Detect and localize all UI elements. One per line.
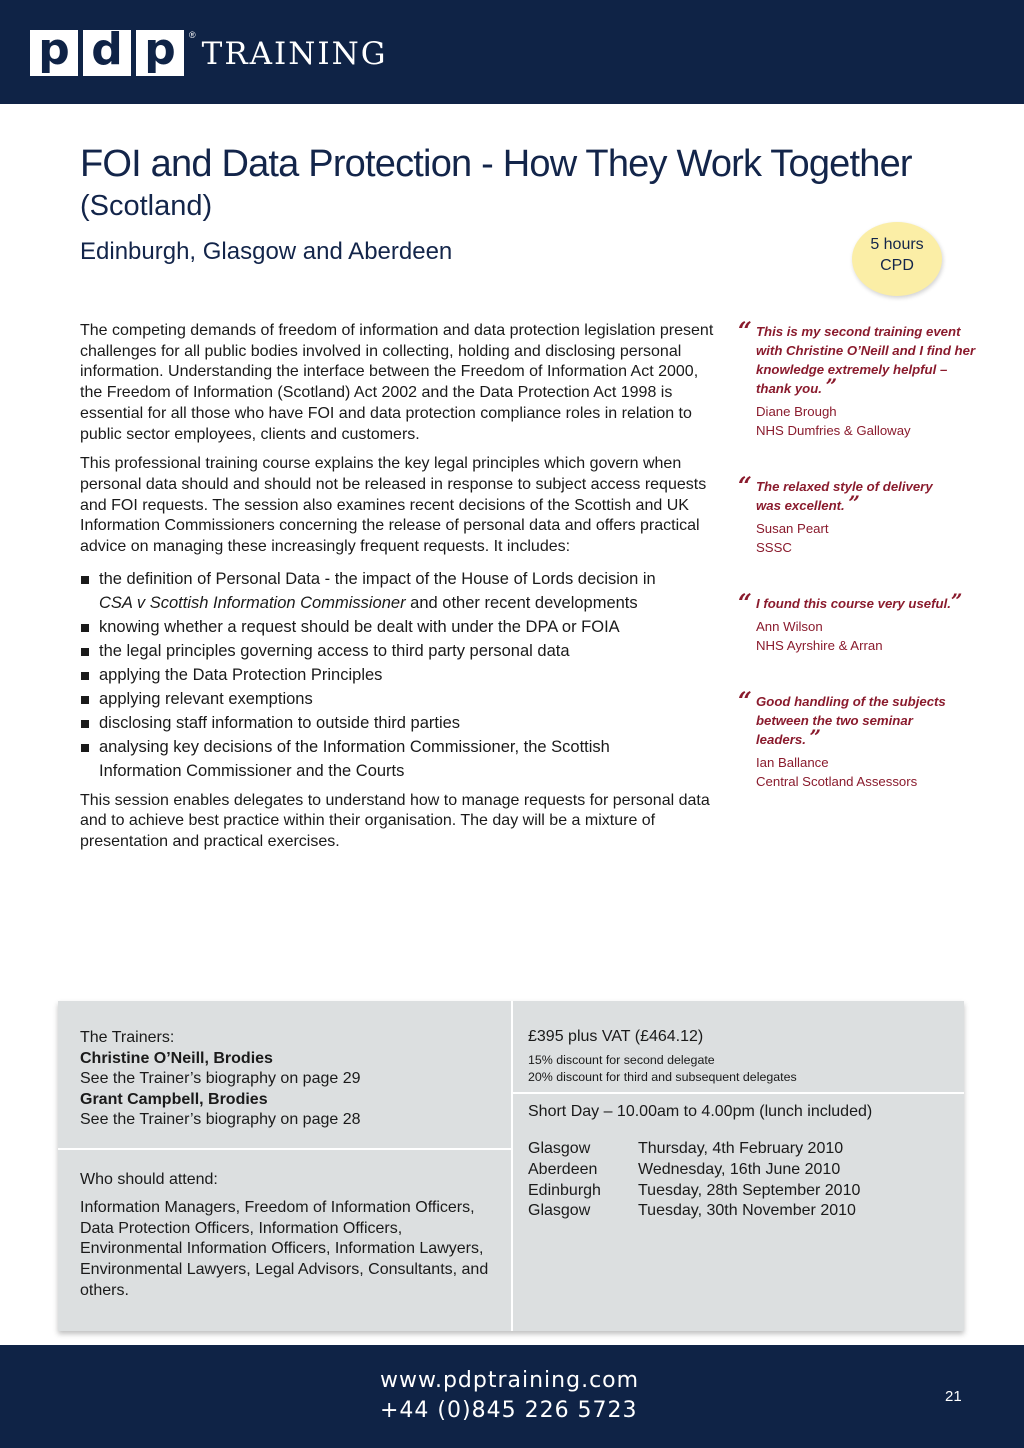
topic-item — [80, 567, 720, 615]
closing-paragraph: This session enables delegates to understand how to manage requests for personal data and to achieve best practice within their organisation. The day will be a mixture of presentation and practical exercises. — [80, 791, 710, 851]
date-city: Glasgow — [528, 1140, 591, 1157]
cpd-badge — [852, 222, 942, 296]
date-row — [528, 1160, 860, 1181]
testimonial-author: Ann Wilson — [756, 619, 823, 634]
course-hours: Short Day – 10.00am to 4.00pm (lunch included) — [528, 1103, 873, 1120]
close-quote-icon: ” — [809, 725, 822, 749]
panel-divider — [511, 1001, 513, 1331]
square-bullet-icon — [81, 648, 89, 656]
date-city: Aberdeen — [528, 1160, 598, 1178]
trainer-name: Christine O’Neill, Brodies — [80, 1049, 273, 1067]
topic-item — [80, 615, 720, 639]
date-row — [528, 1201, 860, 1222]
website-link[interactable]: www.pdptraining.com — [380, 1368, 640, 1393]
logo-training-word: TRAINING — [201, 36, 388, 72]
topic-text: the legal principles governing access to third party personal data — [99, 641, 570, 660]
square-bullet-icon — [81, 720, 89, 728]
audience-heading: Who should attend: — [80, 1171, 218, 1188]
testimonial — [738, 686, 978, 791]
topic-item — [80, 639, 720, 663]
course-locations: Edinburgh, Glasgow and Aberdeen — [80, 238, 453, 265]
open-quote-icon: “ — [738, 588, 752, 617]
topic-item — [80, 663, 720, 687]
open-quote-icon: “ — [738, 316, 752, 345]
cpd-hours: 5 hours — [870, 236, 924, 253]
testimonials — [738, 316, 978, 791]
testimonial-organisation: NHS Ayrshire & Arran — [756, 638, 883, 653]
topic-text: applying relevant exemptions — [99, 689, 313, 708]
square-bullet-icon — [81, 672, 89, 680]
topic-item — [80, 735, 659, 783]
testimonial-organisation: SSSC — [756, 540, 792, 555]
date-row — [528, 1181, 860, 1202]
open-quote-icon: “ — [738, 686, 752, 715]
square-bullet-icon — [81, 696, 89, 704]
testimonial-organisation: Central Scotland Assessors — [756, 774, 918, 789]
topic-text: and other recent developments — [405, 593, 638, 612]
testimonial-author: Diane Brough — [756, 404, 837, 419]
panel-divider — [58, 1148, 511, 1150]
topic-text: the definition of Personal Data - the impact of the House of Lords decision in — [99, 569, 656, 588]
header-bar — [0, 0, 1024, 104]
date-value: Thursday, 4th February 2010 — [638, 1140, 844, 1157]
trainer-bio-ref: See the Trainer’s biography on page 29 — [80, 1070, 361, 1087]
close-quote-icon: ” — [950, 589, 963, 613]
phone-number: +44 (0)845 226 5723 — [380, 1398, 638, 1423]
square-bullet-icon — [81, 576, 89, 584]
trainer-name: Grant Campbell, Brodies — [80, 1090, 268, 1108]
date-value: Tuesday, 30th November 2010 — [638, 1202, 856, 1220]
testimonial — [738, 316, 978, 440]
case-name: CSA v Scottish Information Commissioner — [99, 593, 406, 612]
date-city: Edinburgh — [528, 1181, 601, 1199]
topic-text: applying the Data Protection Principles — [99, 665, 383, 684]
course-info-panel — [58, 1001, 964, 1331]
square-bullet-icon — [81, 744, 89, 752]
pdp-logo — [30, 30, 388, 76]
course-description — [80, 321, 720, 862]
panel-divider — [513, 1092, 964, 1094]
square-bullet-icon — [81, 624, 89, 632]
date-row — [528, 1139, 860, 1160]
intro-paragraph: The competing demands of freedom of information and data protection legislation present challenges for all public bodies involved in collecting, holding and disclosing personal information. Understanding the interface between the Freedom of Information Act 2000, the Freedom of Information (Scotland) Act 2002 and the Data Protection Act 1998 is essential for all those who have FOI and data protection compliance roles in relation to public sector employees, clients and customers. — [80, 322, 714, 443]
trainers-heading: The Trainers: — [80, 1029, 175, 1046]
testimonial — [738, 471, 978, 557]
logo-letter-p2: p — [136, 30, 184, 76]
cpd-label: CPD — [880, 257, 914, 274]
testimonial-text: I found this course very useful.” — [756, 589, 963, 613]
course-price: £395 plus VAT (£464.12) — [528, 1028, 704, 1045]
topic-text: disclosing staff information to outside third parties — [99, 713, 461, 732]
topic-text: knowing whether a request should be dealt with under the DPA or FOIA — [99, 617, 620, 636]
testimonial-text: The relaxed style of delivery was excellent. ” — [756, 479, 933, 515]
testimonial-text: Good handling of the subjects between the two seminar leaders. ” — [756, 694, 946, 749]
trainer-bio-ref: See the Trainer’s biography on page 28 — [80, 1111, 361, 1128]
testimonial-text: This is my second training event with Christine O’Neill and I find her knowledge extremely helpful – thank you. ” — [756, 324, 976, 398]
testimonial-author: Susan Peart — [756, 521, 829, 536]
testimonial-author: Ian Ballance — [756, 755, 829, 770]
close-quote-icon: ” — [848, 491, 860, 515]
trainers-section — [80, 1028, 500, 1131]
course-subtitle: (Scotland) — [80, 190, 213, 222]
topic-item — [80, 711, 720, 735]
close-quote-icon: ” — [825, 374, 838, 398]
page-number: 21 — [945, 1388, 962, 1405]
date-value: Tuesday, 28th September 2010 — [638, 1181, 861, 1199]
course-title: FOI and Data Protection - How They Work Together — [80, 143, 912, 185]
discount-second: 15% discount for second delegate — [528, 1053, 715, 1067]
date-city: Glasgow — [528, 1202, 591, 1220]
pricing-section — [528, 1026, 948, 1086]
topic-list — [80, 567, 720, 783]
topic-text: analysing key decisions of the Information Commissioner, the Scottish Information Commissioner and the Courts — [99, 737, 610, 780]
audience-text: Information Managers, Freedom of Information Officers, Data Protection Officers, Information Officers, Environmental Information Officers, Information Lawyers, Environmental Lawyers, Legal Advisors, Consultants, and others. — [80, 1198, 489, 1299]
testimonial-organisation: NHS Dumfries & Galloway — [756, 423, 911, 438]
topic-item — [80, 687, 720, 711]
testimonial — [738, 588, 978, 655]
logo-letter-p: p — [30, 30, 78, 76]
date-value: Wednesday, 16th June 2010 — [638, 1160, 841, 1178]
overview-paragraph: This professional training course explains the key legal principles which govern when personal data should and should not be released in response to subject access requests and FOI requests. The session also examines recent decisions of the Scottish and UK Information Commissioners concerning the release of personal data and offers practical advice on managing these increasingly frequent requests. It includes: — [80, 455, 707, 556]
audience-section — [80, 1170, 500, 1302]
registered-mark: ® — [189, 30, 196, 40]
logo-letter-d: d — [83, 30, 131, 76]
open-quote-icon: “ — [738, 471, 752, 500]
course-dates — [528, 1139, 860, 1222]
discount-third: 20% discount for third and subsequent delegates — [528, 1070, 797, 1084]
footer-bar — [0, 1345, 1024, 1448]
